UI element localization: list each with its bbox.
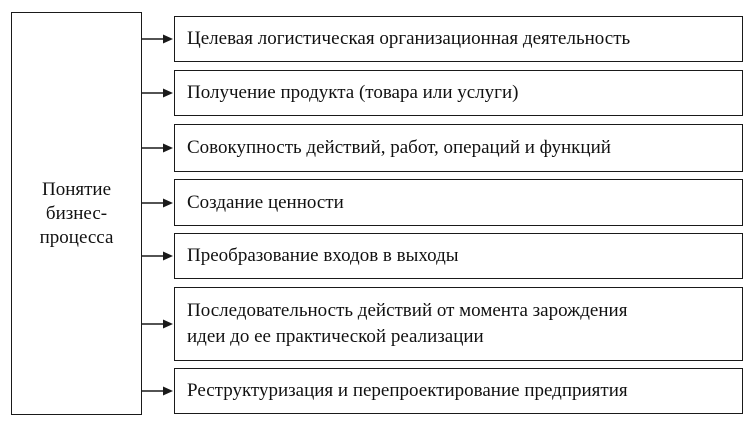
item-label-2: Получение продукта (товара или услуги)	[187, 82, 519, 103]
arrow-3	[142, 144, 173, 153]
arrow-5	[142, 252, 173, 261]
arrow-4	[142, 199, 173, 208]
arrow-1	[142, 35, 173, 44]
item-label-6: Последовательность действий от момента зарождения идеи до ее практической реализации	[187, 300, 628, 347]
item-label-1: Целевая логистическая организационная деятельность	[187, 28, 631, 49]
item-box-5	[174, 233, 743, 279]
item-label-4: Создание ценности	[187, 191, 344, 213]
item-box-1	[174, 16, 743, 62]
item-box-4	[174, 179, 743, 226]
item-box-2	[174, 70, 743, 116]
arrow-6	[142, 320, 173, 329]
arrow-7	[142, 387, 173, 396]
concept-box	[11, 12, 142, 415]
item-label-5: Преобразование входов в выходы	[187, 245, 459, 266]
concept-label: Понятие бизнес- процесса	[39, 178, 114, 248]
item-box-3	[174, 124, 743, 172]
item-label-3: Совокупность действий, работ, операций и функций	[187, 137, 611, 158]
item-box-6	[174, 287, 743, 361]
item-box-7	[174, 368, 743, 414]
arrow-2	[142, 89, 173, 98]
item-label-7: Реструктуризация и перепроектирование предприятия	[187, 380, 628, 401]
